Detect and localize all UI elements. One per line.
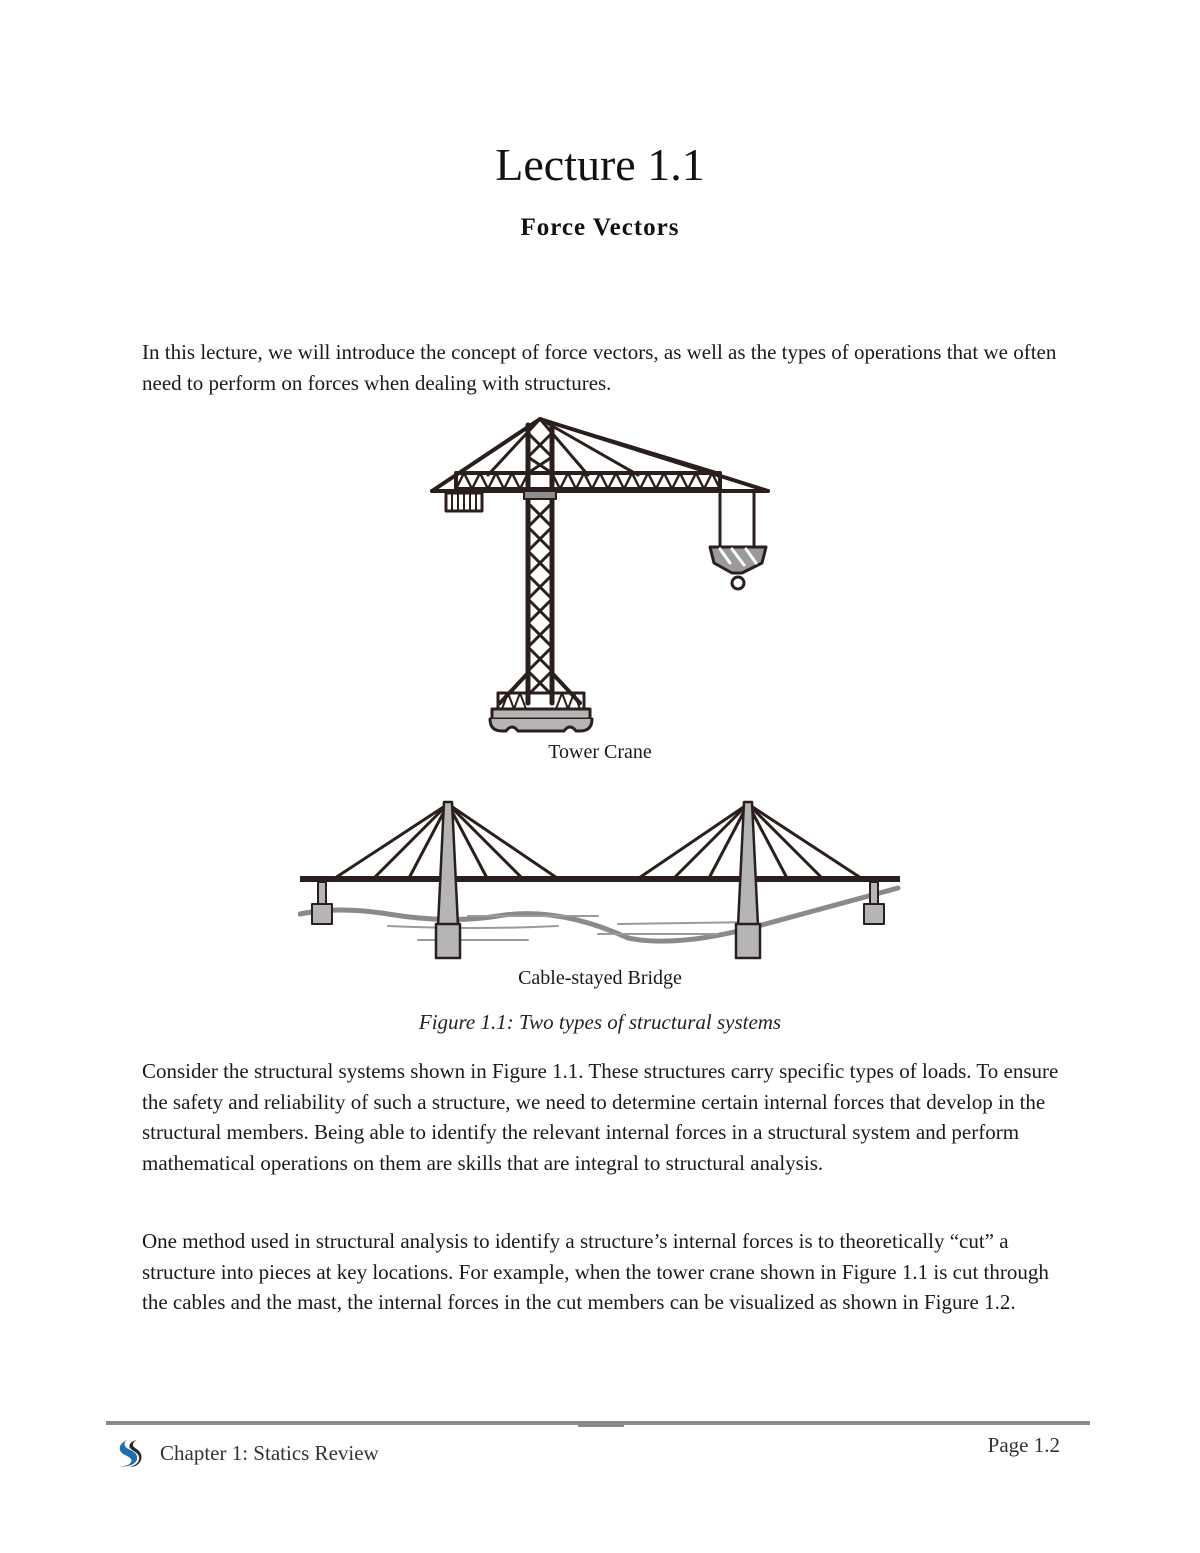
figure-caption: Figure 1.1: Two types of structural systems (418, 1010, 782, 1034)
intro-paragraph: In this lecture, we will introduce the concept of force vectors, as well as the types of operations that we often need to perform on forces when dealing with structures. (142, 340, 1057, 395)
body-paragraph-3: One method used in structural analysis to identify a structure’s internal forces is to theoretically “cut” a structure into pieces at key locations. For example, when the tower crane shown in Figure 1.1 is cut through the cables and the mast, the internal forces in the cut members can be visualized as shown in Figure 1.2. (142, 1229, 1049, 1314)
page-subtitle: Force Vectors (520, 214, 680, 241)
tower-crane-illustration (428, 413, 772, 739)
body-paragraph-2: Consider the structural systems shown in Figure 1.1. These structures carry specific types of loads. To ensure the safety and reliability of such a structure, we need to determine certain internal forces that develop in the structural members. Being able to identify the relevant internal forces in a structural system and perform mathematical operations on them are skills that are integral to structural analysis. (142, 1059, 1059, 1175)
crane-label: Tower Crane (548, 741, 652, 763)
cable-stayed-bridge-illustration (298, 798, 904, 964)
footer-page-number: Page 1.2 (987, 1433, 1060, 1457)
publisher-logo-icon (113, 1436, 143, 1468)
footer-rule-notch (578, 1425, 624, 1427)
footer-chapter-title: Chapter 1: Statics Review (160, 1441, 379, 1465)
page-title: Lecture 1.1 (495, 139, 705, 190)
bridge-label: Cable-stayed Bridge (518, 967, 682, 989)
